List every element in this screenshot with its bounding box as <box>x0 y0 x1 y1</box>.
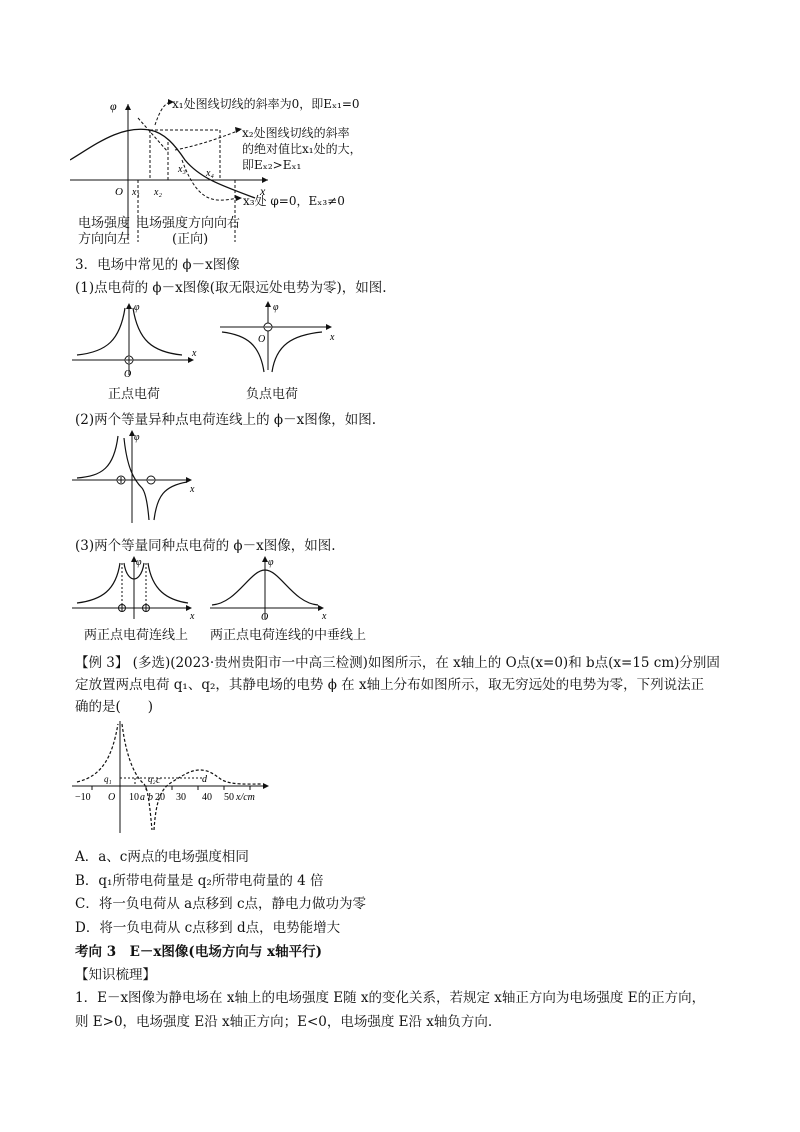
fig5-pt-b: b <box>148 792 153 803</box>
fig5-pt-d: d <box>202 774 207 785</box>
fig4-right-x: x <box>322 611 327 620</box>
example-line2: 定放置两点电荷 q₁、q₂，其静电场的电势 ϕ 在 x轴上分布如图所示，取无穷远处的电势为零，下列说法正 <box>75 677 705 693</box>
fig5-tick-20: 20 <box>155 792 165 803</box>
fig4-left-caption: 两正点电荷连线上 <box>84 628 189 643</box>
para1-line2: 则 E>0，电场强度 E沿 x轴正方向；E<0，电场强度 E沿 x轴负方向. <box>75 1014 493 1030</box>
fig5-tick-40: 40 <box>202 792 212 803</box>
fig4-left-x: x <box>190 611 195 620</box>
fig3-x: x <box>190 484 195 495</box>
fig4-right-caption: 两正点电荷连线的中垂线上 <box>210 628 367 643</box>
fig2-right-o: O <box>258 334 266 345</box>
fig5-q1: q₁ <box>104 774 112 784</box>
sec3-item3: (3)两个等量同种点电荷的 ϕ－x图像，如图. <box>75 538 336 554</box>
tick-x2: x₂ <box>154 187 162 198</box>
figure-point-charges <box>72 300 362 380</box>
fig1-note2-line2: 的绝对值比x₁处的大， <box>242 142 362 156</box>
option-b: B．q₁所带电荷量是 q₂所带电荷量的 4 倍 <box>75 873 324 889</box>
fig4-right-o: O <box>261 612 269 620</box>
option-d: D．将一负电荷从 c点移到 d点，电势能增大 <box>75 920 341 936</box>
kaoxiang-heading: 考向 3 E－x图像(电场方向与 x轴平行) <box>75 944 322 960</box>
fig2-left-phi: φ <box>134 302 140 313</box>
tick-x1: x₁ <box>132 187 140 198</box>
figure-example3-svg <box>72 718 272 836</box>
fig5-pt-c: c <box>156 775 161 786</box>
sec3-item2: (2)两个等量异种点电荷连线上的 ϕ－x图像，如图. <box>75 412 377 428</box>
fig2-right-phi: φ <box>273 302 279 313</box>
fig5-q2: q₂ <box>148 774 156 784</box>
axis-x-label: x <box>260 184 266 198</box>
figure-opposite-charges <box>72 428 202 524</box>
fig5-tick-10: 10 <box>129 792 139 803</box>
tick-x3: x₃ <box>178 164 186 175</box>
para1-line1: 1．E－x图像为静电场在 x轴上的电场强度 E随 x的变化关系，若规定 x轴正方向为电场强度 E的正方向， <box>75 990 706 1006</box>
fig1-note2-line3: 即Eₓ₂>Eₓ₁ <box>242 158 302 172</box>
axis-phi-label: φ <box>110 99 117 113</box>
fig2-right-x: x <box>330 332 335 343</box>
fig2-right-caption: 负点电荷 <box>246 387 299 402</box>
fig5-xunit: x/cm <box>236 792 255 803</box>
sec3-item1: (1)点电荷的 ϕ－x图像(取无限远处电势为零)，如图. <box>75 280 387 296</box>
option-a: A．a、c两点的电场强度相同 <box>75 849 249 865</box>
fig5-tick-30: 30 <box>176 792 186 803</box>
figure-same-charges <box>72 555 332 620</box>
figure-opposite-charges-svg <box>72 428 202 524</box>
fig4-left-phi: φ <box>136 557 142 568</box>
fig1-region-left-2: 方向向左 <box>78 232 131 247</box>
zhishi-heading: 【知识梳理】 <box>75 967 156 983</box>
fig1-region-left-1: 电场强度 <box>78 216 131 231</box>
fig1-region-right-2: (正向) <box>172 232 209 247</box>
fig1-note1: x₁处图线切线的斜率为0，即Eₓ₁=0 <box>172 97 360 111</box>
fig5-pt-a: a <box>140 792 145 803</box>
fig3-phi: φ <box>134 432 140 443</box>
fig1-note3: x₃处 φ=0，Eₓ₃≠0 <box>243 194 345 208</box>
fig5-tick-50: 50 <box>224 792 234 803</box>
example-line1: 【例 3】 (多选)(2023·贵州贵阳市一中高三检测)如图所示，在 x轴上的 O点(x=0)和 b点(x=15 cm)分别固 <box>75 655 720 671</box>
example-line3: 确的是( ) <box>75 699 154 715</box>
tick-x4: x₄ <box>206 168 214 179</box>
fig1-note2-line1: x₂处图线切线的斜率 <box>242 126 350 140</box>
figure-example3 <box>72 718 272 836</box>
fig4-right-phi: φ <box>268 557 274 568</box>
option-c: C．将一负电荷从 a点移到 c点，静电力做功为零 <box>75 896 367 912</box>
fig2-left-caption: 正点电荷 <box>108 387 161 402</box>
sec3-title: 3．电场中常见的 ϕ－x图像 <box>75 257 240 273</box>
fig5-tick-m10: −10 <box>75 792 91 803</box>
figure-point-charges-svg <box>72 300 362 380</box>
fig1-region-right-1: 电场强度方向向右 <box>136 216 241 231</box>
origin-label: O <box>115 186 123 198</box>
figure-same-charges-svg <box>72 555 332 620</box>
fig2-left-o: O <box>124 369 132 380</box>
fig5-tick-o: O <box>108 792 116 803</box>
fig2-left-x: x <box>192 348 197 359</box>
